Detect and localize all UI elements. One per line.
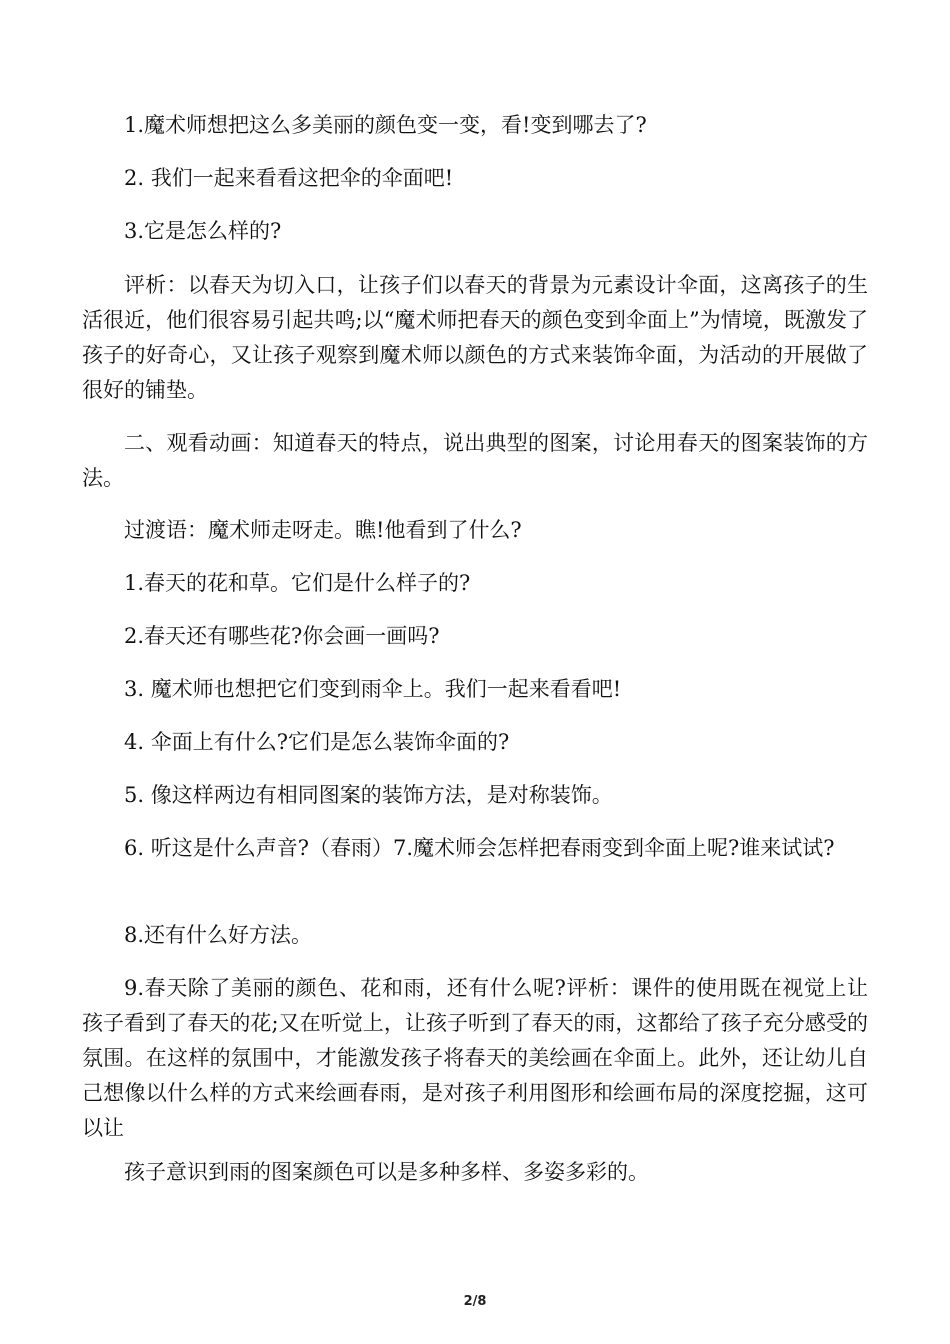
page-number: 2/8 xyxy=(463,1294,487,1309)
paragraph-3: 3.它是怎么样的? xyxy=(124,219,282,243)
paragraph-list-8: 8.还有什么好方法。 xyxy=(124,923,313,947)
paragraph-1: 1.魔术师想把这么多美丽的颜色变一变，看!变到哪去了? xyxy=(124,113,647,137)
paragraph-transition: 过渡语：魔术师走呀走。瞧!他看到了什么? xyxy=(124,518,522,542)
paragraph-list-5: 5. 像这样两边有相同图案的装饰方法，是对称装饰。 xyxy=(124,783,613,807)
paragraph-list-3: 3. 魔术师也想把它们变到雨伞上。我们一起来看看吧! xyxy=(124,677,622,701)
paragraph-conclusion: 孩子意识到雨的图案颜色可以是多种多样、多姿多彩的。 xyxy=(124,1160,649,1184)
paragraph-list-2: 2.春天还有哪些花?你会画一画吗? xyxy=(124,624,440,648)
paragraph-list-6-7: 6. 听这是什么声音?（春雨）7.魔术师会怎样把春雨变到伞面上呢?谁来试试? xyxy=(124,836,835,860)
paragraph-list-4: 4. 伞面上有什么?它们是怎么装饰伞面的? xyxy=(124,730,510,754)
paragraph-section-2: 二、观看动画：知道春天的特点，说出典型的图案，讨论用春天的图案装饰的方法。 xyxy=(82,431,868,490)
paragraph-list-1: 1.春天的花和草。它们是什么样子的? xyxy=(124,571,471,595)
paragraph-analysis-1: 评析：以春天为切入口，让孩子们以春天的背景为元素设计伞面，这离孩子的生活很近，他们很容易引起共鸣;以“魔术师把春天的颜色变到伞面上”为情境，既激发了孩子的好奇心，又让孩子观察到魔术师以颜色的方式来装饰伞面，为活动的开展做了很好的铺垫。 xyxy=(82,273,868,402)
paragraph-2: 2. 我们一起来看看这把伞的伞面吧! xyxy=(124,166,454,190)
paragraph-list-9-analysis: 9.春天除了美丽的颜色、花和雨，还有什么呢?评析：课件的使用既在视觉上让孩子看到了春天的花;又在听觉上，让孩子听到了春天的雨，这都给了孩子充分感受的氛围。在这样的氛围中，才能激发孩子将春天的美绘画在伞面上。此外，还让幼儿自己想像以什么样的方式来绘画春雨，是对孩子利用图形和绘画布局的深度挖掘，这可以让 xyxy=(82,976,868,1140)
